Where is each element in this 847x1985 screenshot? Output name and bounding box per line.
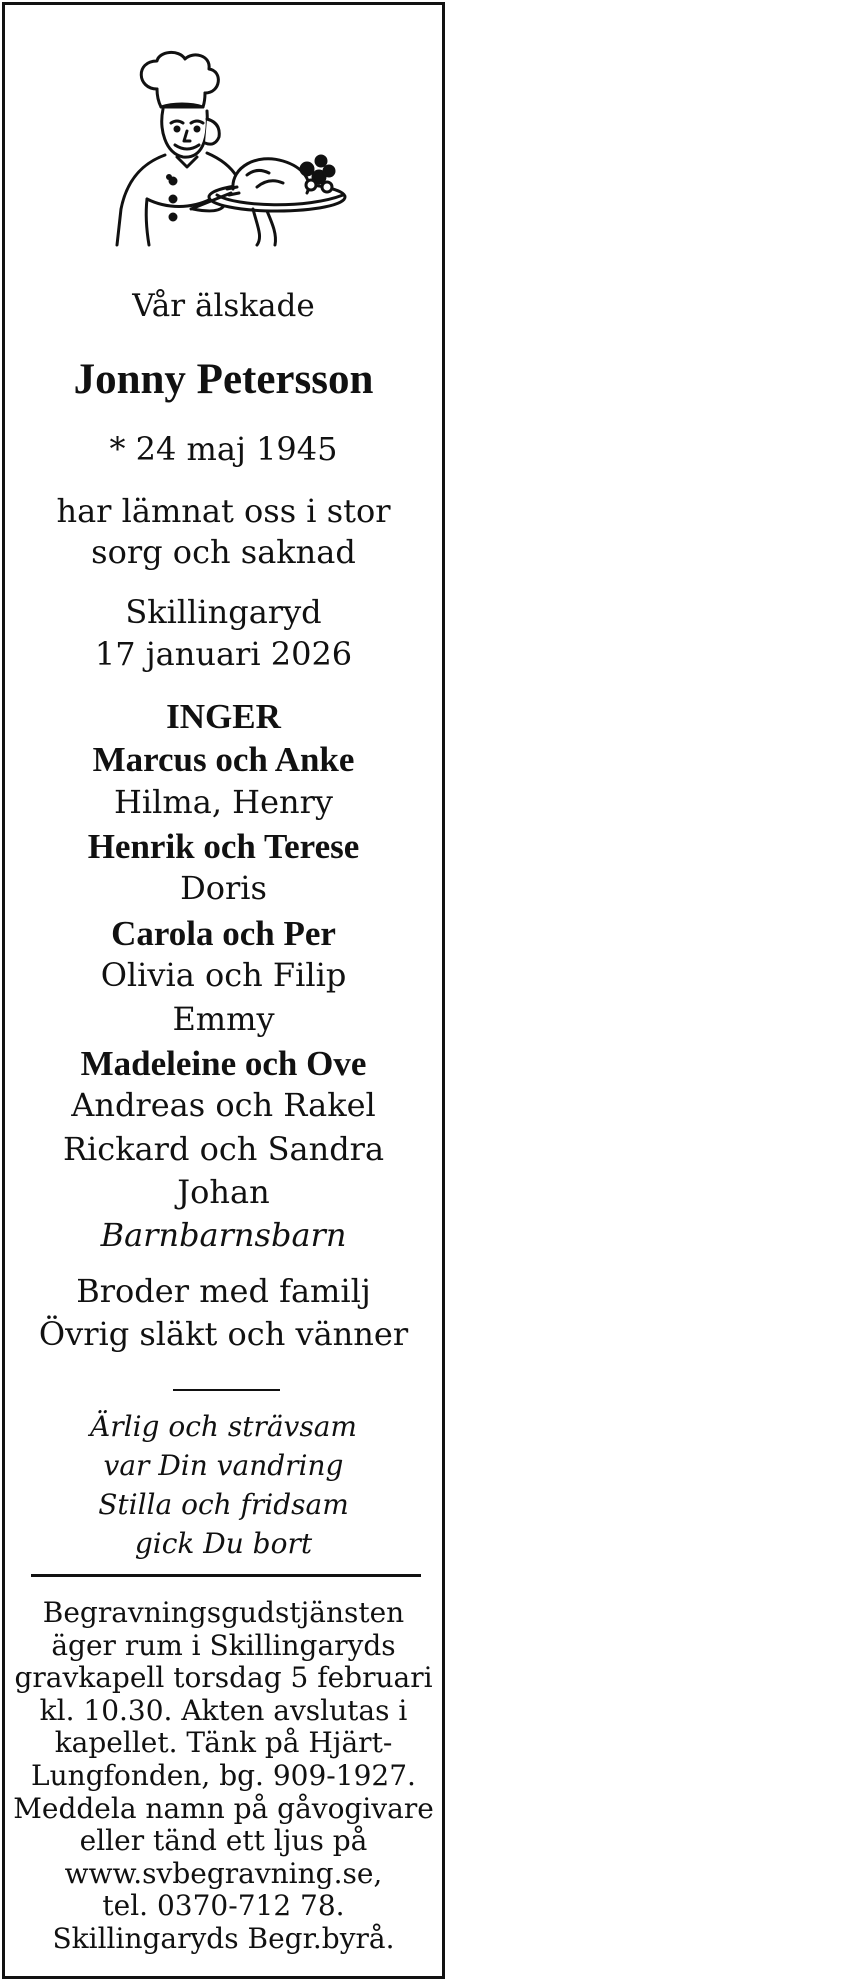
service-line: www.svbegravning.se, xyxy=(64,1856,383,1890)
family-member: Övrig släkt och vänner xyxy=(38,1315,409,1353)
message-line-2: sorg och saknad xyxy=(91,533,356,571)
family-member: Doris xyxy=(180,869,267,907)
family-member: Marcus och Anke xyxy=(92,740,355,779)
service-line: kl. 10.30. Akten avslutas i xyxy=(39,1693,408,1727)
service-line: eller tänd ett ljus på xyxy=(79,1824,368,1858)
chef-with-platter-icon xyxy=(107,49,347,249)
family-member: Henrik och Terese xyxy=(87,827,360,866)
place: Skillingaryd xyxy=(125,593,322,631)
family-member: Emmy xyxy=(172,1000,275,1038)
family-member: Andreas och Rakel xyxy=(71,1086,376,1124)
service-line: tel. 0370-712 78. xyxy=(102,1889,345,1923)
deceased-name: Jonny Petersson xyxy=(73,356,374,403)
intro-line: Vår älskade xyxy=(132,288,315,324)
service-line: Lungfonden, bg. 909-1927. xyxy=(31,1759,416,1792)
date-of-death: 17 januari 2026 xyxy=(94,635,353,673)
service-line: kapellet. Tänk på Hjärt- xyxy=(54,1726,393,1760)
verse-line: Ärlig och strävsam xyxy=(90,1410,357,1443)
family-member: Madeleine och Ove xyxy=(80,1044,367,1083)
message-line-1: har lämnat oss i stor xyxy=(56,492,391,530)
service-line: äger rum i Skillingaryds xyxy=(51,1628,396,1662)
family-member: Johan xyxy=(177,1173,270,1211)
service-line: Skillingaryds Begr.byrå. xyxy=(52,1922,395,1955)
family-member: Rickard och Sandra xyxy=(62,1130,385,1168)
family-member: Hilma, Henry xyxy=(114,783,333,821)
service-line: Begravningsgudstjänsten xyxy=(42,1596,405,1629)
service-line: Meddela namn på gåvogivare xyxy=(13,1791,434,1825)
family-member: Olivia och Filip xyxy=(100,956,347,994)
family-member: Barnbarnsbarn xyxy=(100,1216,347,1254)
family-member: Broder med familj xyxy=(76,1272,371,1310)
family-member: Carola och Per xyxy=(111,914,336,953)
verse-line: var Din vandring xyxy=(103,1449,344,1482)
birth-date: * 24 maj 1945 xyxy=(109,430,338,468)
service-line: gravkapell torsdag 5 februari xyxy=(14,1661,433,1695)
divider-long xyxy=(31,1574,421,1577)
divider-short xyxy=(173,1389,280,1391)
verse-line: gick Du bort xyxy=(134,1527,313,1560)
family-member: INGER xyxy=(166,697,281,736)
death-notice xyxy=(2,2,445,1979)
verse-line: Stilla och fridsam xyxy=(98,1488,349,1521)
